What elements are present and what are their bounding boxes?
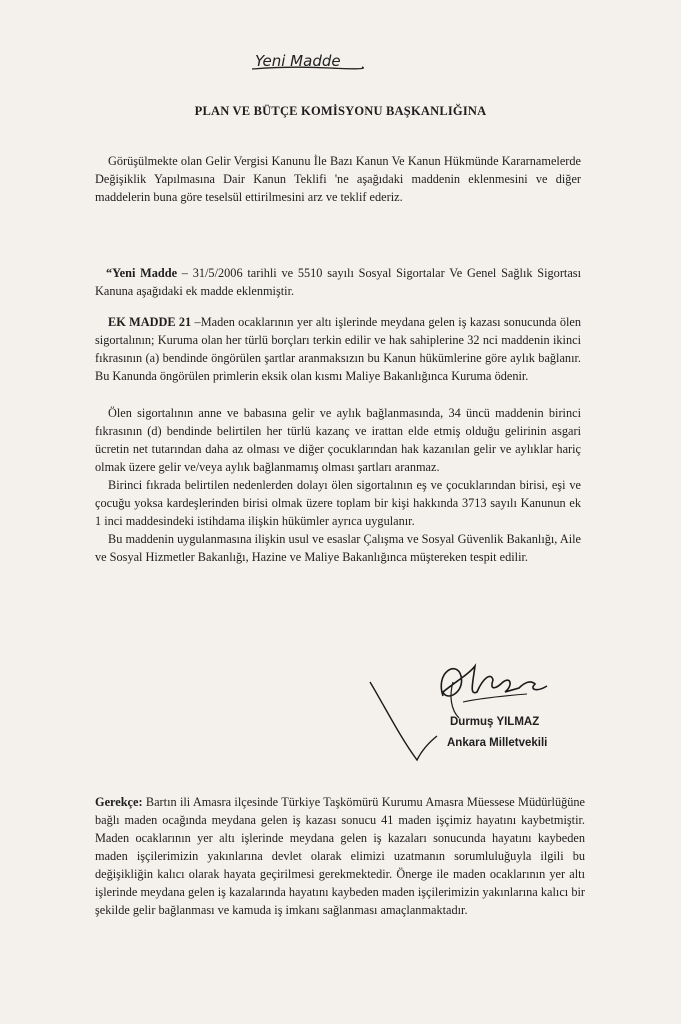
gerekce-text: Bartın ili Amasra ilçesinde Türkiye Taşkömürü Kurumu Amasra Müessese Müdürlüğüne bağlı maden ocağında meydana gelen iş kazası sonucu 41 maden işçimiz hayatını kaybetmiştir. Maden ocaklarının yer altı işlerinde meydana gelen iş kazaları sonucunda hayatını kaybeden maden işçilerimizin yakınlarına devlet olarak elimizi uzatmanın sorumluluğuyla ilgili bu değişikliğin kalıcı olarak hayata geçirilmesi gerekmektedir. Önerge ile maden ocaklarının yer altı işlerinde meydana gelen iş kazalarında hayatını kaybeden maden işçilerimizin yakınlarına kalıcı bir şekilde gelir bağlanması ve kamuda iş imkanı sağlanması amaçlanmaktadır. <box>95 795 585 917</box>
yeni-madde-label: “Yeni Madde <box>106 266 178 280</box>
intro-paragraph: Görüşülmekte olan Gelir Vergisi Kanunu İle Bazı Kanun Ve Kanun Hükmünde Kararnamelerde Değişiklik Yapılmasına Dair Kanun Teklifi 'ne aşağıdaki maddenin eklenmesini ve diğer maddelerin buna göre teselsül ettirilmesini arz ve teklif ederiz. <box>95 154 581 204</box>
signatory-role: Ankara Milletvekili <box>447 737 548 749</box>
signatory-name: Durmuş YILMAZ <box>450 716 540 728</box>
yeni-madde-text: – 31/5/2006 tarihli ve 5510 sayılı Sosyal Sigortalar Ve Genel Sağlık Sigortası Kanuna aşağıdaki ek madde eklenmiştir. <box>95 266 581 298</box>
gerekce-label: Gerekçe: <box>95 795 143 809</box>
paragraph-2: Ölen sigortalının anne ve babasına gelir ve aylık bağlanmasında, 34 üncü maddenin birinci fıkrasının (d) bendinde belirtilen her türlü kazanç ve irattan elde etmiş olduğu gelirinin asgari ücretin net tutarından daha az olması ve diğer çocuklarından hak kazanılan gelir ve aylıklar hariç olmak üzere gelir ve/veya aylık bağlanmamış olması şartları aranmaz. <box>95 406 581 474</box>
page-title: PLAN VE BÜTÇE KOMİSYONU BAŞKANLIĞINA <box>194 104 487 118</box>
ek-madde-paragraph <box>95 313 581 385</box>
ek-madde-text: –Maden ocaklarının yer altı işlerinde meydana gelen iş kazası sonucunda ölen sigortalının; Kuruma olan her türlü borçları terkin edilir ve hak sahiplerine 32 nci maddenin ikinci fıkrasının (a) bendinde öngörülen şartlar aranmaksızın bu Kanun hükümlerine göre aylık bağlanır. Bu Kanunda öngörülen primlerin eksik olan kısmı Maliye Bakanlığınca Kuruma ödenir. <box>95 315 581 383</box>
ek-madde-label: EK MADDE 21 <box>108 315 192 329</box>
handwritten-underline <box>250 62 365 74</box>
paragraph-3: Birinci fıkrada belirtilen nedenlerden dolayı ölen sigortalının eş ve çocuklarından birisi, eşi ve çocuğu yoksa kardeşlerinden birisi olmak üzere toplam bir kişi hakkında 3713 sayılı Kanunun ek 1 inci maddesindeki istihdama ilişkin hükümler ayrıca uygulanır. <box>95 478 581 528</box>
paragraph-4: Bu maddenin uygulanmasına ilişkin usul ve esaslar Çalışma ve Sosyal Güvenlik Bakanlığı, Aile ve Sosyal Hizmetler Bakanlığı, Hazine ve Maliye Bakanlığınca müştereken tespit edilir. <box>95 532 581 564</box>
handwritten-note: Yeni Madde <box>255 52 341 70</box>
gerekce-paragraph <box>95 793 585 919</box>
yeni-madde-paragraph <box>95 264 581 300</box>
signature-drawing <box>365 652 565 772</box>
